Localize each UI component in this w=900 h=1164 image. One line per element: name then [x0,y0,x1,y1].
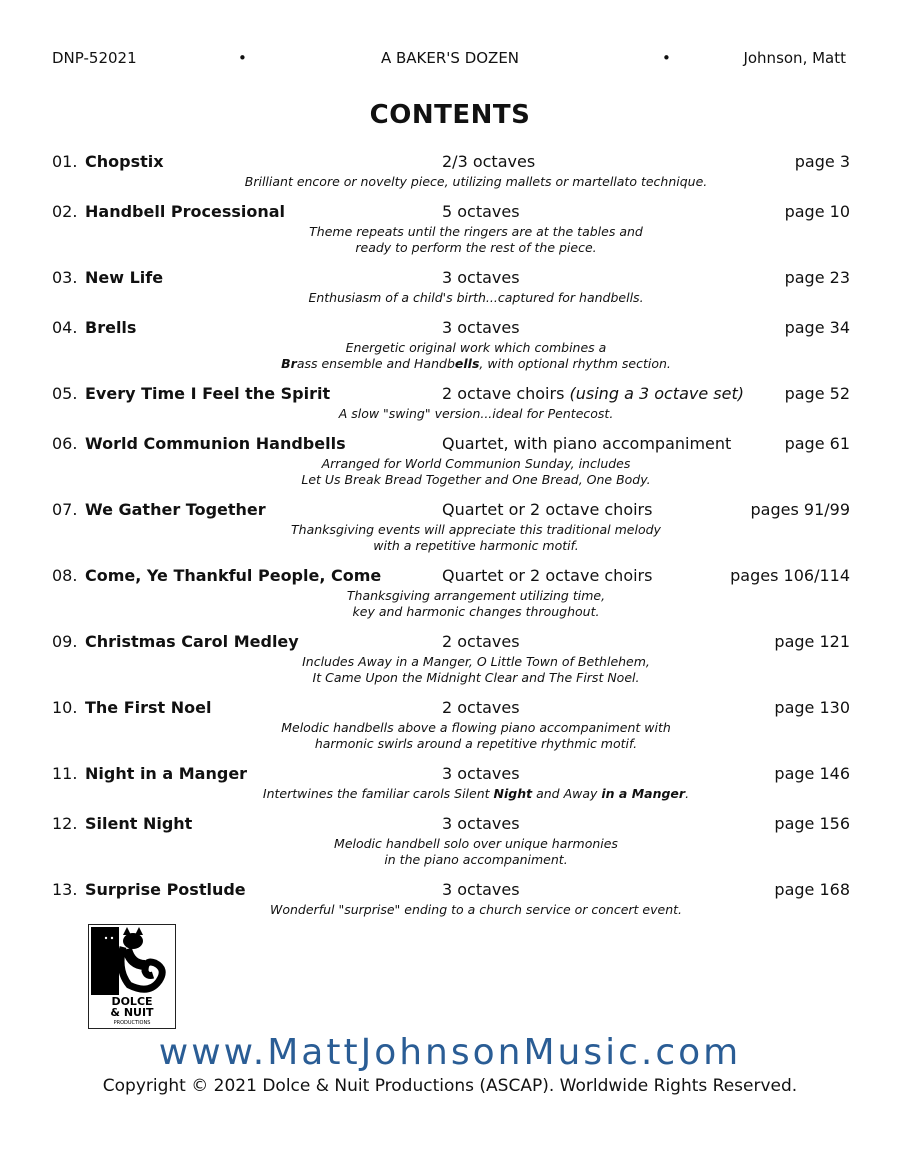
entry-description: Arranged for World Communion Sunday, includes Let Us Break Bread Together and One Bread, One Body. [301,456,651,487]
entry-ensemble: 2 octaves [442,632,520,651]
entry-description: Enthusiasm of a child's birth...captured for handbells. [308,290,644,305]
entry-page: pages 106/114 [730,566,850,585]
entry-ensemble: 2/3 octaves [442,152,536,171]
entry-ensemble: 2 octaves [442,698,520,717]
entry-description: Brilliant encore or novelty piece, utilizing mallets or martellato technique. [244,174,708,189]
cat-logo-icon [89,925,175,1028]
entry-page: page 23 [784,268,850,287]
collection-title: A BAKER'S DOZEN [380,49,520,67]
entry-page: page 34 [784,318,850,337]
entry-page: pages 91/99 [750,500,850,519]
entry-title: Surprise Postlude [85,880,246,899]
publisher-logo [88,924,176,1029]
entry-number: 11. [52,764,78,783]
entry-title: Chopstix [85,152,164,171]
contents-entry [52,318,850,372]
contents-entry [52,500,850,554]
entry-description: Energetic original work which combines a Brass ensemble and Handbells, with optional rhythm section. [281,340,671,371]
entry-ensemble: 3 octaves [442,318,520,337]
entry-page: page 156 [774,814,850,833]
contents-entry [52,268,850,306]
entry-title: Come, Ye Thankful People, Come [85,566,382,585]
header-bullet: • [662,49,671,67]
entry-number: 02. [52,202,78,221]
entry-title: The First Noel [85,698,212,717]
catalog-code: DNP-52021 [52,49,137,67]
svg-text:& NUIT: & NUIT [110,1006,154,1019]
entry-page: page 121 [774,632,850,651]
entry-description: Melodic handbell solo over unique harmonies in the piano accompaniment. [334,836,618,867]
contents-heading: CONTENTS [369,100,531,130]
entry-title: Night in a Manger [85,764,248,783]
contents-entry [52,202,850,256]
entry-number: 06. [52,434,78,453]
contents-entry [52,566,850,620]
entry-page: page 130 [774,698,850,717]
author-name: Johnson, Matt [743,49,846,67]
entry-number: 10. [52,698,78,717]
entry-title: New Life [85,268,164,287]
entry-title: Christmas Carol Medley [85,632,299,651]
contents-entry [52,632,850,686]
entry-description: A slow "swing" version...ideal for Pentecost. [338,406,614,421]
entry-ensemble: 3 octaves [442,814,520,833]
entry-ensemble: 2 octave choirs (using a 3 octave set) [442,384,744,403]
entry-page: page 3 [794,152,850,171]
entry-ensemble: 3 octaves [442,880,520,899]
page-header [0,49,900,69]
svg-text:PRODUCTIONS: PRODUCTIONS [113,1020,151,1026]
entry-number: 04. [52,318,78,337]
entry-description: Thanksgiving arrangement utilizing time, key and harmonic changes throughout. [346,588,606,619]
entry-page: page 146 [774,764,850,783]
entry-title: Every Time I Feel the Spirit [85,384,331,403]
website-url[interactable]: www.MattJohnsonMusic.com [158,1032,742,1073]
entry-description: Melodic handbells above a flowing piano accompaniment with harmonic swirls around a repetitive rhythmic motif. [281,720,671,751]
entry-page: page 10 [784,202,850,221]
header-bullet: • [238,49,247,67]
entry-title: Handbell Processional [85,202,286,221]
entry-number: 03. [52,268,78,287]
entry-description: Wonderful "surprise" ending to a church service or concert event. [270,902,682,917]
entry-number: 05. [52,384,78,403]
entry-page: page 52 [784,384,850,403]
entry-ensemble: 5 octaves [442,202,520,221]
svg-text:DOLCE: DOLCE [111,995,153,1008]
entry-number: 13. [52,880,78,899]
contents-entry [52,152,850,190]
contents-entry [52,764,850,802]
entry-ensemble: Quartet or 2 octave choirs [442,500,653,519]
entry-page: page 61 [784,434,850,453]
contents-entry [52,880,850,918]
entry-number: 08. [52,566,78,585]
contents-entry [52,698,850,752]
ensemble-note: (using a 3 octave set) [569,384,744,403]
copyright-notice: Copyright © 2021 Dolce & Nuit Productions (ASCAP). Worldwide Rights Reserved. [102,1076,798,1096]
entry-ensemble: Quartet, with piano accompaniment [442,434,732,453]
entry-description: Theme repeats until the ringers are at the tables and ready to perform the rest of the piece. [309,224,643,255]
entry-ensemble: 3 octaves [442,764,520,783]
entry-number: 09. [52,632,78,651]
contents-entry [52,434,850,488]
entry-description: Includes Away in a Manger, O Little Town of Bethlehem, It Came Upon the Midnight Clear and The First Noel. [302,654,650,685]
entry-title: Silent Night [85,814,193,833]
entry-number: 01. [52,152,78,171]
entry-number: 07. [52,500,78,519]
entry-page: page 168 [774,880,850,899]
entry-description: Thanksgiving events will appreciate this traditional melody with a repetitive harmonic motif. [291,522,661,553]
entry-title: World Communion Handbells [85,434,346,453]
entry-title: We Gather Together [85,500,266,519]
entry-ensemble: Quartet or 2 octave choirs [442,566,653,585]
contents-entry [52,384,850,422]
entry-title: Brells [85,318,137,337]
contents-entry [52,814,850,868]
entry-description: Intertwines the familiar carols Silent Night and Away in a Manger. [262,786,690,801]
entry-number: 12. [52,814,78,833]
entry-ensemble: 3 octaves [442,268,520,287]
